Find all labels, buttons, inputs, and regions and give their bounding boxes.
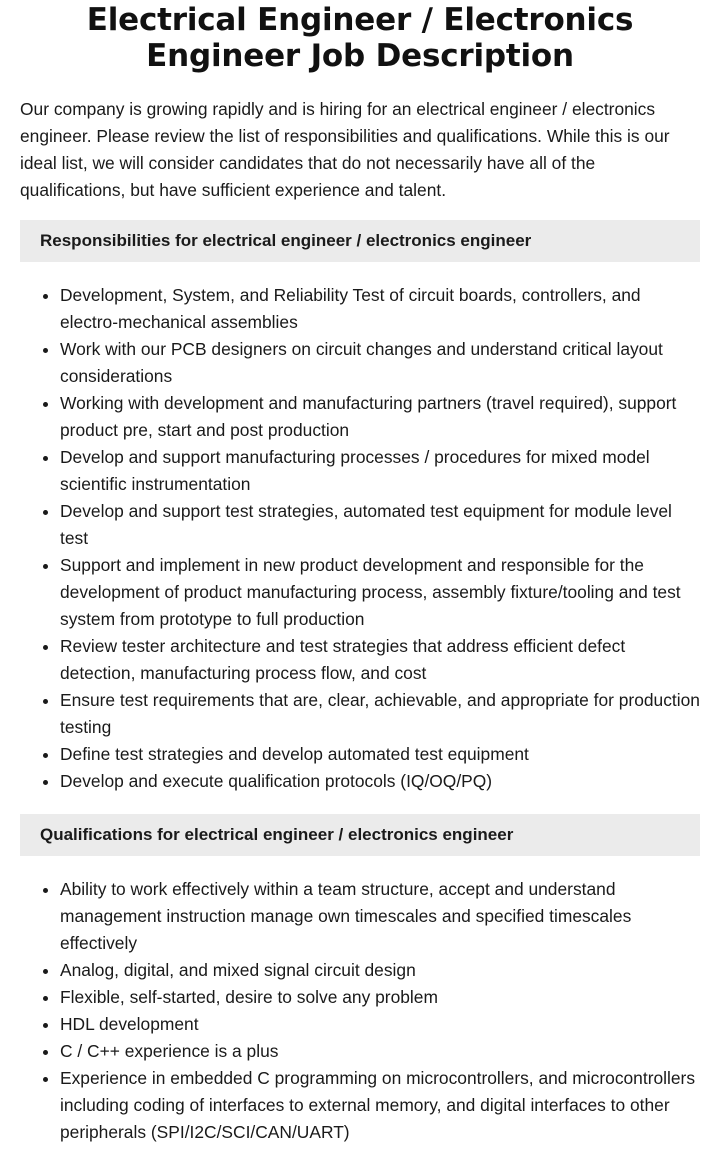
list-item: • Ability to work effectively within a team structure, accept and understand management instruction manage own timescales and specified timescales effectively: [60, 876, 700, 957]
list-item: • Define test strategies and develop automated test equipment: [60, 741, 700, 768]
list-item: • Review tester architecture and test strategies that address efficient defect detection, manufacturing process flow, and cost: [60, 633, 700, 687]
list-item: • Flexible, self-started, desire to solve any problem: [60, 984, 700, 1011]
job-description-page: [0, 2, 720, 1146]
responsibilities-heading: Responsibilities for electrical engineer / electronics engineer: [20, 220, 700, 262]
responsibilities-list: [20, 282, 700, 795]
list-item: • Support and implement in new product development and responsible for the development of product manufacturing process, assembly fixture/tooling and test system from prototype to full production: [60, 552, 700, 633]
list-item: • C / C++ experience is a plus: [60, 1038, 700, 1065]
list-item: • Develop and support test strategies, automated test equipment for module level test: [60, 498, 700, 552]
list-item: • Develop and execute qualification protocols (IQ/OQ/PQ): [60, 768, 700, 795]
list-item: • HDL development: [60, 1011, 700, 1038]
qualifications-list: [20, 876, 700, 1146]
list-item: • Analog, digital, and mixed signal circuit design: [60, 957, 700, 984]
intro-paragraph: Our company is growing rapidly and is hiring for an electrical engineer / electronics engineer. Please review the list of responsibilities and qualifications. While this is our ideal list, we will consider candidates that do not necessarily have all of the qualifications, but have sufficient experience and talent.: [20, 99, 670, 200]
list-item: • Experience in embedded C programming on microcontrollers, and microcontrollers including coding of interfaces to external memory, and digital interfaces to other peripherals (SPI/I2C/SCI/CAN/UART): [60, 1065, 700, 1146]
list-item: • Ensure test requirements that are, clear, achievable, and appropriate for production testing: [60, 687, 700, 741]
list-item: • Develop and support manufacturing processes / procedures for mixed model scientific instrumentation: [60, 444, 700, 498]
list-item: • Development, System, and Reliability Test of circuit boards, controllers, and electro-mechanical assemblies: [60, 282, 700, 336]
list-item: • Working with development and manufacturing partners (travel required), support product pre, start and post production: [60, 390, 700, 444]
list-item: • Work with our PCB designers on circuit changes and understand critical layout considerations: [60, 336, 700, 390]
page-title: Electrical Engineer / Electronics Engineer Job Description: [86, 2, 634, 74]
qualifications-heading: Qualifications for electrical engineer / electronics engineer: [20, 814, 700, 856]
